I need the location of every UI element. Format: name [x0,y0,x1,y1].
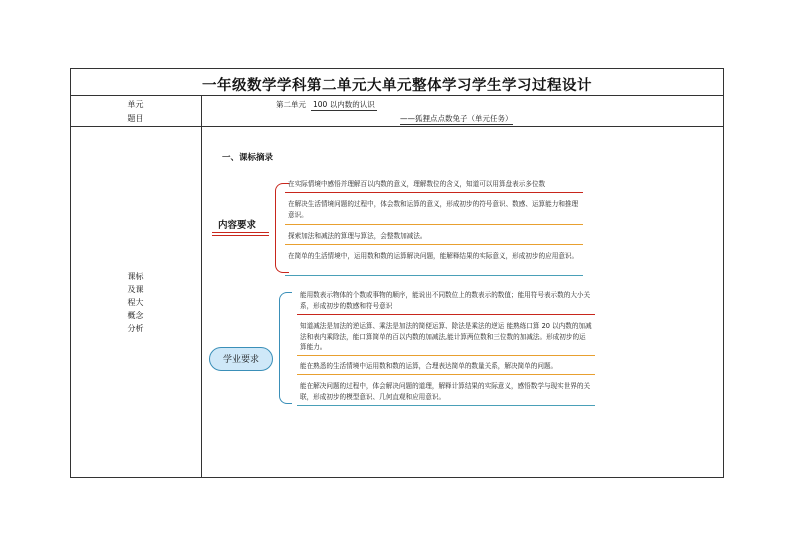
requirement-item: 在实际情境中感悟并理解百以内数的意义，理解数位的含义，知道可以用算盘表示多位数 [288,180,546,188]
section-heading: 一、课标摘录 [222,153,274,163]
requirement-item: 在简单的生活情境中，运用数和数的运算解决问题，能解释结果的实际意义，形成初步的应用意识。 [288,252,579,260]
unit-subtitle: ——狐狸点点数兔子（单元任务） [400,114,513,123]
requirement-item-underline [297,405,595,406]
requirement-item-underline [285,244,583,245]
curriculum-label-line: 及课 [127,285,144,294]
achievement-bracket [279,292,292,404]
requirement-item: 探索加法和减法的算理与算法，会整数加减法。 [288,232,427,240]
column-divider [201,95,202,478]
content-label-underline-2 [212,235,269,236]
curriculum-label-line: 分析 [127,324,144,333]
curriculum-label-line: 程大 [127,298,144,307]
requirement-item-underline [297,314,595,315]
requirement-item: 能用数表示物体的个数或事物的顺序，能说出不同数位上的数表示的数值；能用符号表示数的大小关系，形成初步的数感和符号意识 [300,291,591,310]
unit-prefix: 第二单元 [276,100,306,109]
requirement-item-underline [297,374,595,375]
unit-label-line2: 题目 [127,114,144,123]
unit-label-line1: 单元 [127,100,144,109]
requirement-item-underline [285,192,583,193]
content-bracket [275,183,289,273]
title-divider [70,95,724,96]
row-divider [70,126,724,127]
requirement-item: 能在熟悉的生活情境中运用数和数的运算，合理表达简单的数量关系，解决简单的问题。 [300,362,558,370]
requirement-item: 在解决生活情境问题的过程中，体会数和运算的意义，形成初步的符号意识、数感、运算能力和推理意识。 [288,200,579,219]
requirement-item-underline [285,275,583,276]
document-title: 一年级数学学科第二单元大单元整体学习学生学习过程设计 [202,78,592,94]
achievement-requirements-label: 学业要求 [209,347,273,371]
content-label-underline [212,232,269,233]
curriculum-label-line: 概念 [127,311,144,320]
requirement-item-underline [285,224,583,225]
requirement-item: 能在解决问题的过程中，体会解决问题的道理，解释计算结果的实际意义，感悟数学与现实世界的关联，形成初步的模型意识、几何直观和应用意识。 [300,382,591,401]
curriculum-label-line: 课标 [127,272,144,281]
requirement-item-underline [297,355,595,356]
content-requirements-label: 内容要求 [218,220,257,231]
unit-name: 100 以内数的认识 [313,100,375,109]
requirement-item: 知道减法是加法的逆运算、乘法是加法的简便运算、除法是乘法的逆运 能熟练口算 20 以内数的加减法和表内乘除法，能口算简单的百以内数的加减法,能计算两位数和三位数的加减法。形成初步的运算能力。 [300,322,592,351]
